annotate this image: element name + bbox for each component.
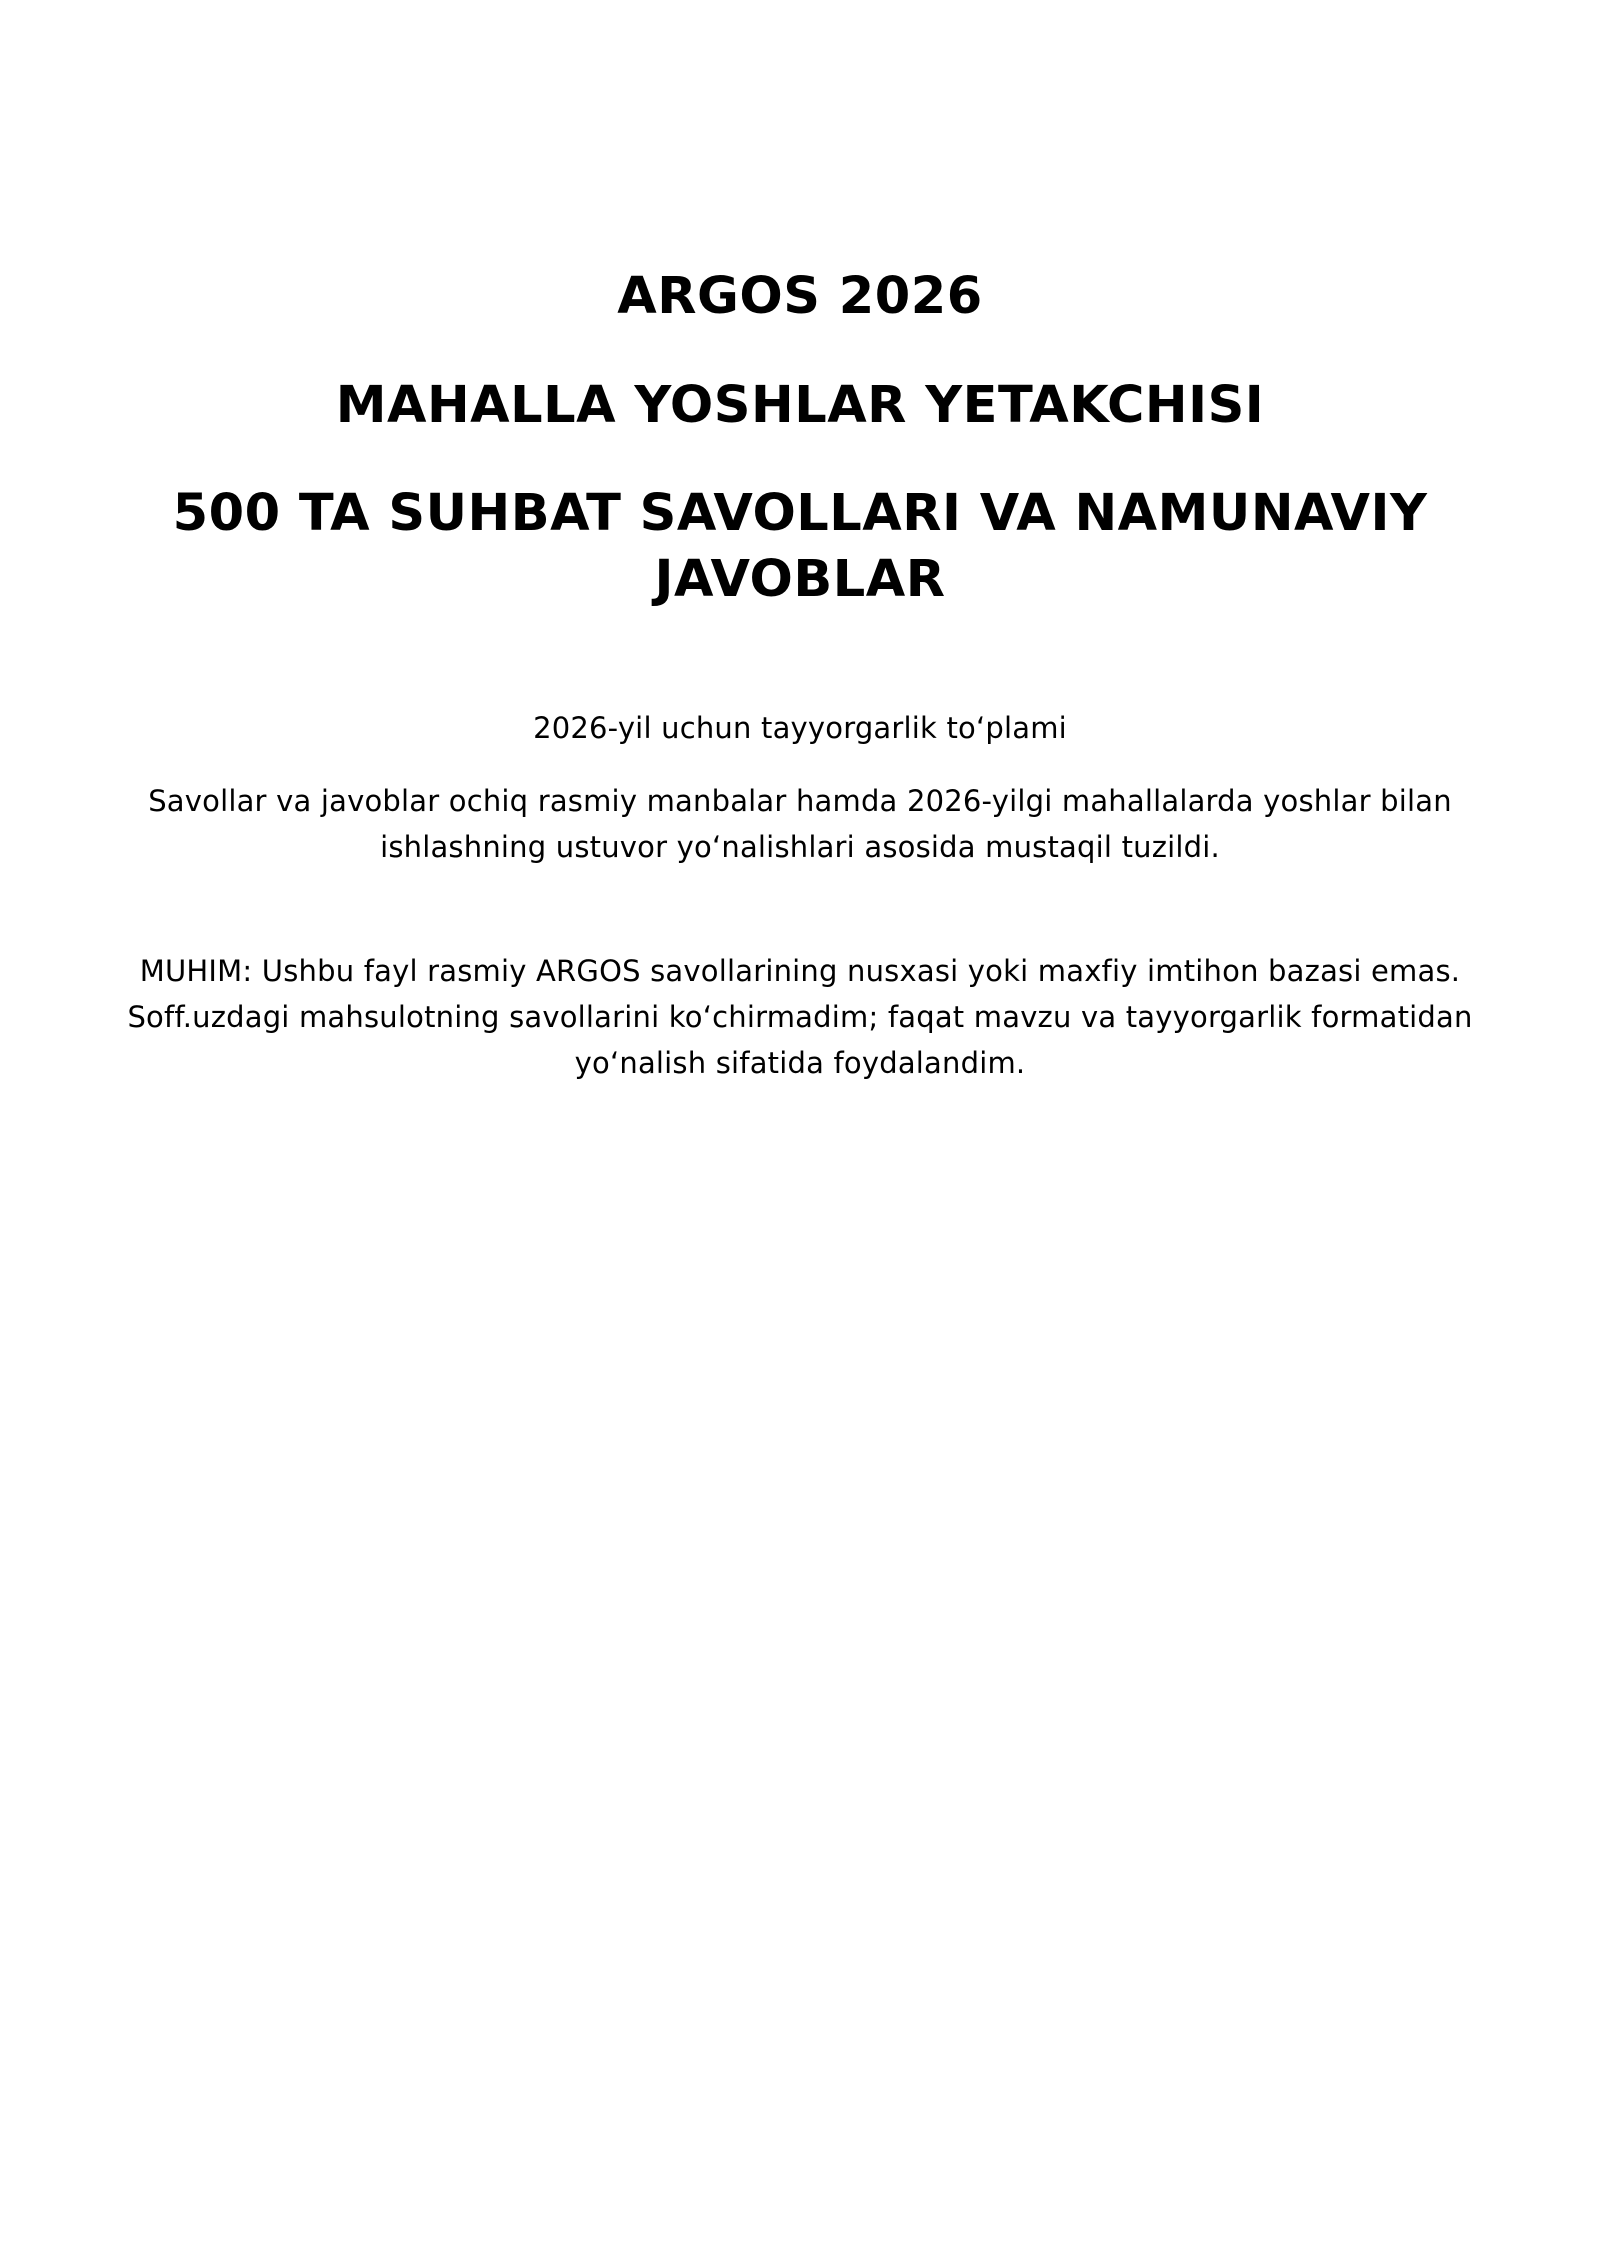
document-heading-position: MAHALLA YOSHLAR YETAKCHISI	[335, 376, 1265, 435]
document-heading-collection: 500 TA SUHBAT SAVOLLARI VA NAMUNAVIY JAVOBLAR	[172, 484, 1428, 609]
important-notice: MUHIM: Ushbu fayl rasmiy ARGOS savollarining nusxasi yoki maxfiy imtihon bazasi emas. Soff.uzdagi mahsulotning savollarini ko‘chirmadim; faqat mavzu va tayyorgarlik formatidan yo‘nalish sifatida foydalandim.	[127, 954, 1473, 1080]
document-description: Savollar va javoblar ochiq rasmiy manbalar hamda 2026-yilgi mahallalarda yoshlar bilan ishlashning ustuvor yo‘nalishlari asosida mustaqil tuzildi.	[148, 784, 1452, 864]
document-title: ARGOS 2026	[617, 267, 983, 326]
document-subtitle: 2026-yil uchun tayyorgarlik to‘plami	[533, 711, 1067, 745]
